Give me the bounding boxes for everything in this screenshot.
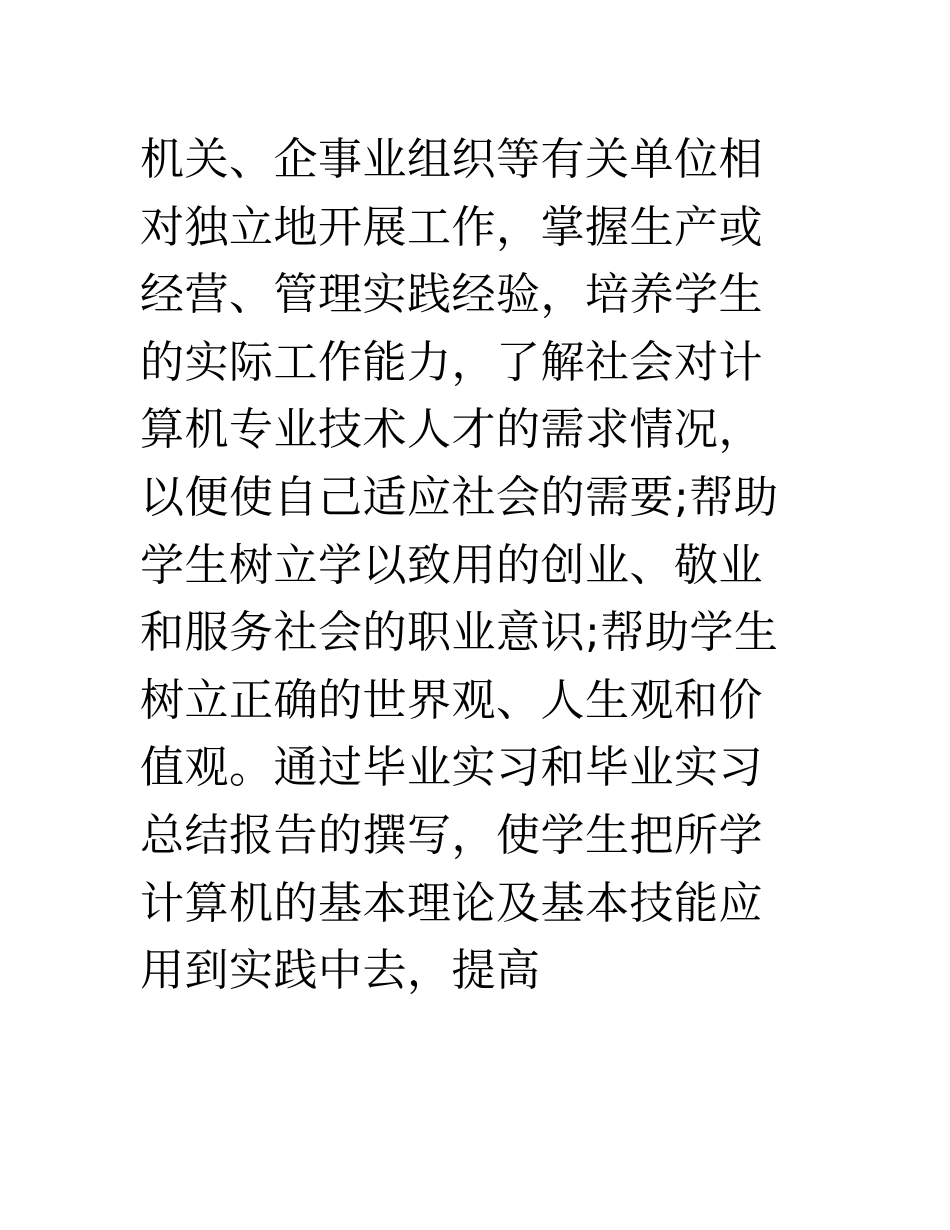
text-line-3: 经营、管理实践经验，培养学生: [140, 269, 763, 321]
text-line-7: 学生树立学以致用的创业、敬业: [140, 539, 763, 591]
text-line-5: 算机专业技术人才的需求情况，: [140, 404, 763, 456]
text-line-2: 对独立地开展工作，掌握生产或: [140, 201, 763, 253]
text-line-1: 机关、企事业组织等有关单位相: [140, 134, 763, 185]
text-line-8: 和服务社会的职业意识;帮助学生: [140, 607, 779, 659]
text-line-9: 树立正确的世界观、人生观和价: [140, 674, 763, 726]
text-line-12: 计算机的基本理论及基本技能应: [140, 877, 763, 929]
text-line-11: 总结报告的撰写，使学生把所学: [140, 809, 763, 861]
text-line-4: 的实际工作能力，了解社会对计: [140, 336, 763, 388]
text-line-13: 用到实践中去，提高: [140, 945, 541, 997]
text-line-6: 以便使自己适应社会的需要;帮助: [140, 471, 779, 523]
text-line-10: 值观。通过毕业实习和毕业实习: [140, 742, 763, 794]
body-paragraph: [140, 126, 820, 1005]
